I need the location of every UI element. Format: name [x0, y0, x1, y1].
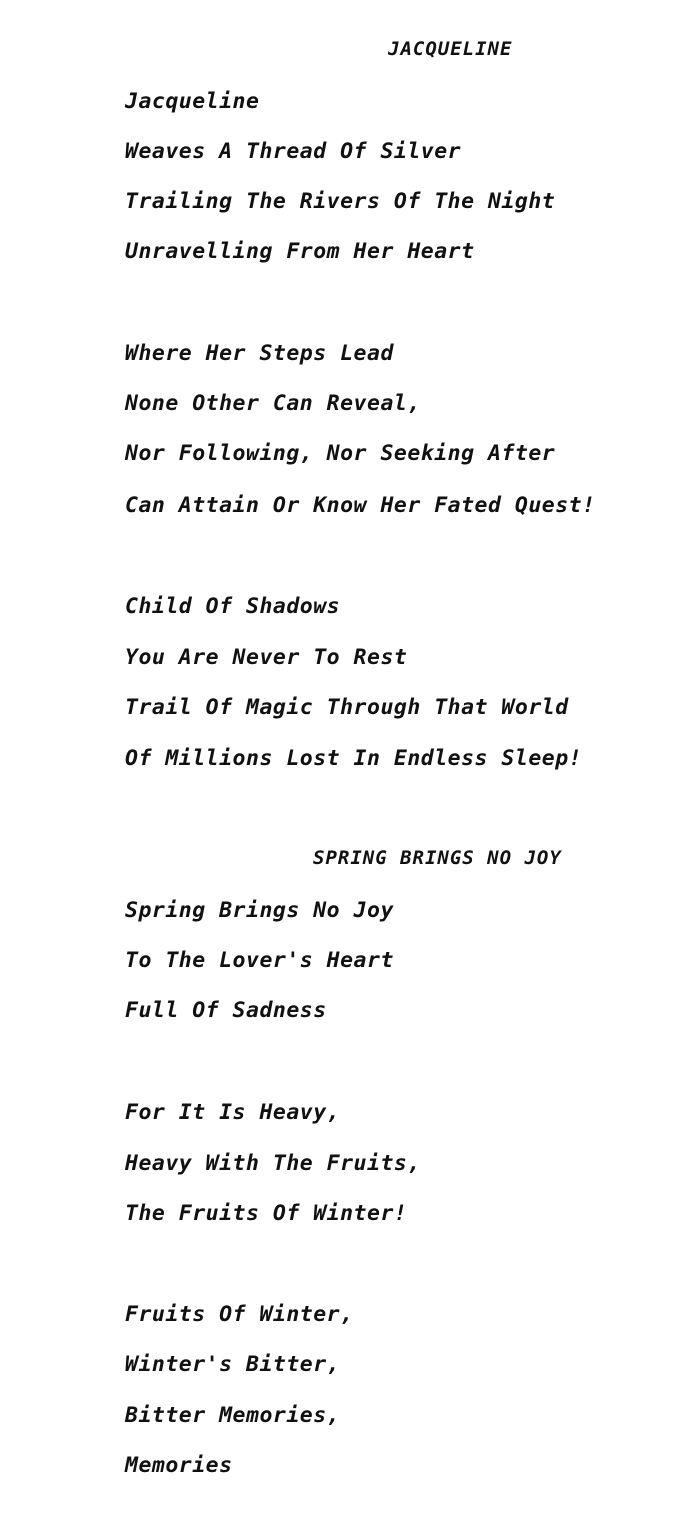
poem-line: Child Of Shadows	[125, 594, 341, 619]
poem-line: Trailing The Rivers Of The Night	[125, 189, 556, 214]
poem-line: The Fruits Of Winter!	[125, 1201, 408, 1226]
poem-line: You Are Never To Rest	[125, 645, 408, 670]
poem-line: None Other Can Reveal,	[125, 391, 421, 416]
poem-line: To The Lover's Heart	[125, 948, 394, 973]
poem-line: Heavy With The Fruits,	[125, 1151, 421, 1176]
poem-line: Where Her Steps Lead	[125, 341, 394, 366]
poem-line: Winter's Bitter,	[125, 1352, 341, 1377]
poem-line: Jacqueline	[125, 89, 260, 114]
poem-line: For It Is Heavy,	[125, 1100, 341, 1125]
poem-line: Can Attain Or Know Her Fated Quest!	[125, 493, 596, 518]
poem-line: Spring Brings No Joy	[125, 898, 394, 923]
poem-line: Weaves A Thread Of Silver	[125, 139, 462, 164]
poem-line: Memories	[125, 1453, 233, 1478]
poem-line: Full Of Sadness	[125, 998, 327, 1023]
poem-title: JACQUELINE	[388, 38, 513, 60]
poem-line: Nor Following, Nor Seeking After	[125, 441, 556, 466]
poem-line: Trail Of Magic Through That World	[125, 695, 569, 720]
poem-line: Bitter Memories,	[125, 1403, 341, 1428]
poem-line: Unravelling From Her Heart	[125, 239, 475, 264]
poem-title: SPRING BRINGS NO JOY	[313, 847, 562, 869]
poem-line: Of Millions Lost In Endless Sleep!	[125, 746, 583, 771]
poem-line: Fruits Of Winter,	[125, 1302, 354, 1327]
